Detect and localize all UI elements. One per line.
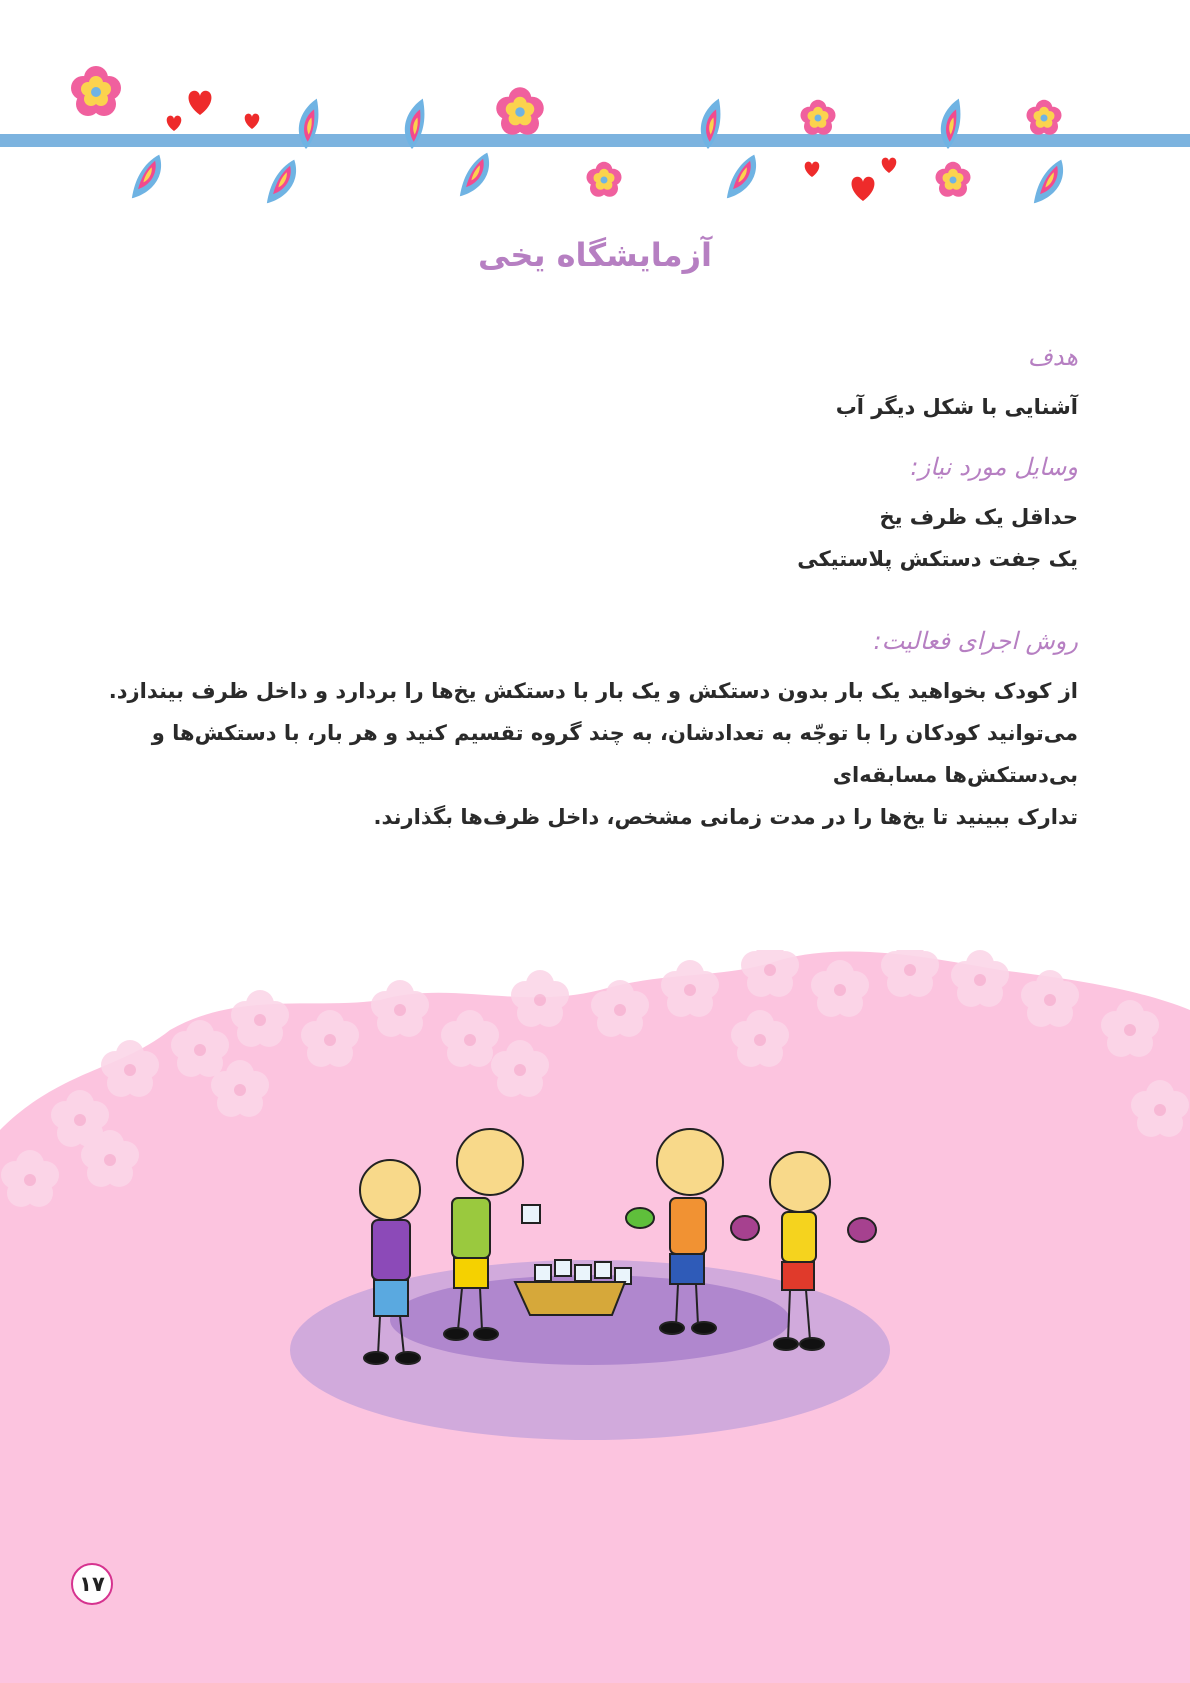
method-heading: روش اجرای فعالیت: (873, 627, 1078, 655)
materials-item: حداقل یک ظرف یخ (879, 505, 1078, 529)
method-line: از کودک بخواهید یک بار بدون دستکش و یک بار با دستکش یخ‌ها را بردارد و داخل ظرف بیندازد. (108, 679, 1078, 703)
bottom-illustration (0, 950, 1190, 1683)
garland-decoration (0, 40, 1190, 220)
method-section (98, 624, 1078, 838)
method-line: تدارک ببینید تا یخ‌ها را در مدت زمانی مشخص، داخل ظرف‌ها بگذارند. (373, 805, 1078, 829)
goal-section (98, 340, 1078, 428)
page-number: ۱۷ (71, 1563, 113, 1605)
method-line: می‌توانید کودکان را با توجّه به تعدادشان، به چند گروه تقسیم کنید و هر بار، با دستکش‌ها و بی‌دستکش‌ها مسابقه‌ای (151, 721, 1078, 787)
materials-section (98, 450, 1078, 580)
materials-item: یک جفت دستکش پلاستیکی (797, 547, 1078, 571)
page-title: آزمایشگاه یخی (478, 236, 712, 274)
content (98, 340, 1078, 860)
goal-heading: هدف (1027, 343, 1078, 371)
goal-text: آشنایی با شکل دیگر آب (835, 395, 1078, 419)
materials-heading: وسایل مورد نیاز: (910, 453, 1078, 481)
